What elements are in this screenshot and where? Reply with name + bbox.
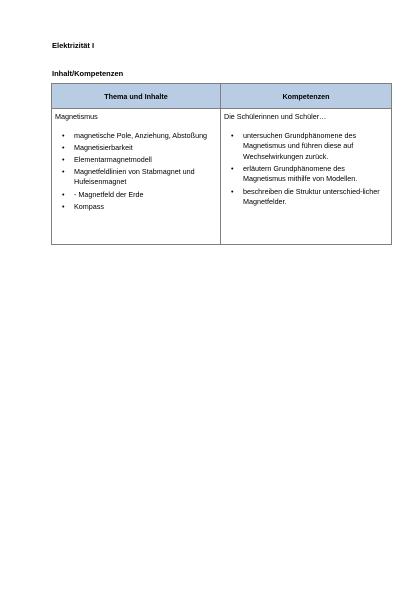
section-heading: Inhalt/Kompetenzen (52, 69, 124, 78)
competence-cell (221, 109, 392, 245)
topic-list (55, 131, 217, 213)
table-row (52, 109, 392, 245)
list-item (55, 190, 217, 201)
list-item (224, 131, 388, 163)
list-item-text: untersuchen Grundphänomene des Magnetismus und führen diese auf Wechselwirkungen zurück. (243, 130, 357, 161)
competence-list (224, 131, 388, 208)
list-item-text: erläutern Grundphänomene des Magnetismus mithilfe von Modellen. (243, 163, 358, 184)
list-item-text: beschreiben die Struktur unterschied-licher Magnetfelder. (243, 186, 380, 207)
list-item (55, 131, 217, 142)
table-header-row (52, 84, 392, 109)
list-item-text: Elementarmagnetmodell (74, 154, 152, 164)
bullet-icon: • (62, 142, 65, 152)
list-item (55, 202, 217, 213)
list-item (55, 167, 217, 188)
list-item-text: magnetische Pole, Anziehung, Abstoßung (74, 130, 208, 140)
bullet-icon: • (62, 166, 65, 176)
bullet-icon: • (62, 189, 65, 199)
bullet-icon: • (62, 201, 65, 211)
bullet-icon: • (62, 154, 65, 164)
header-topic-content: Thema und Inhalte (52, 84, 221, 109)
list-item (55, 155, 217, 166)
list-item-text: Magnetfeldlinien von Stabmagnet und Hufeisenmagnet (74, 166, 195, 187)
topic-cell (52, 109, 221, 245)
competence-heading: Die Schülerinnen und Schüler… (224, 112, 327, 121)
list-item-text: - Magnetfeld der Erde (74, 189, 144, 199)
list-item-text: Magnetisierbarkeit (74, 142, 133, 152)
list-item (224, 187, 388, 208)
list-item (224, 164, 388, 185)
bullet-icon: • (231, 130, 234, 140)
document-title: Elektrizität I (52, 41, 95, 50)
competence-table (51, 83, 392, 245)
bullet-icon: • (231, 186, 234, 196)
bullet-icon: • (62, 130, 65, 140)
list-item (55, 143, 217, 154)
list-item-text: Kompass (74, 201, 104, 211)
bullet-icon: • (231, 163, 234, 173)
header-competences: Kompetenzen (221, 84, 392, 109)
topic-heading: Magnetismus (55, 112, 98, 121)
